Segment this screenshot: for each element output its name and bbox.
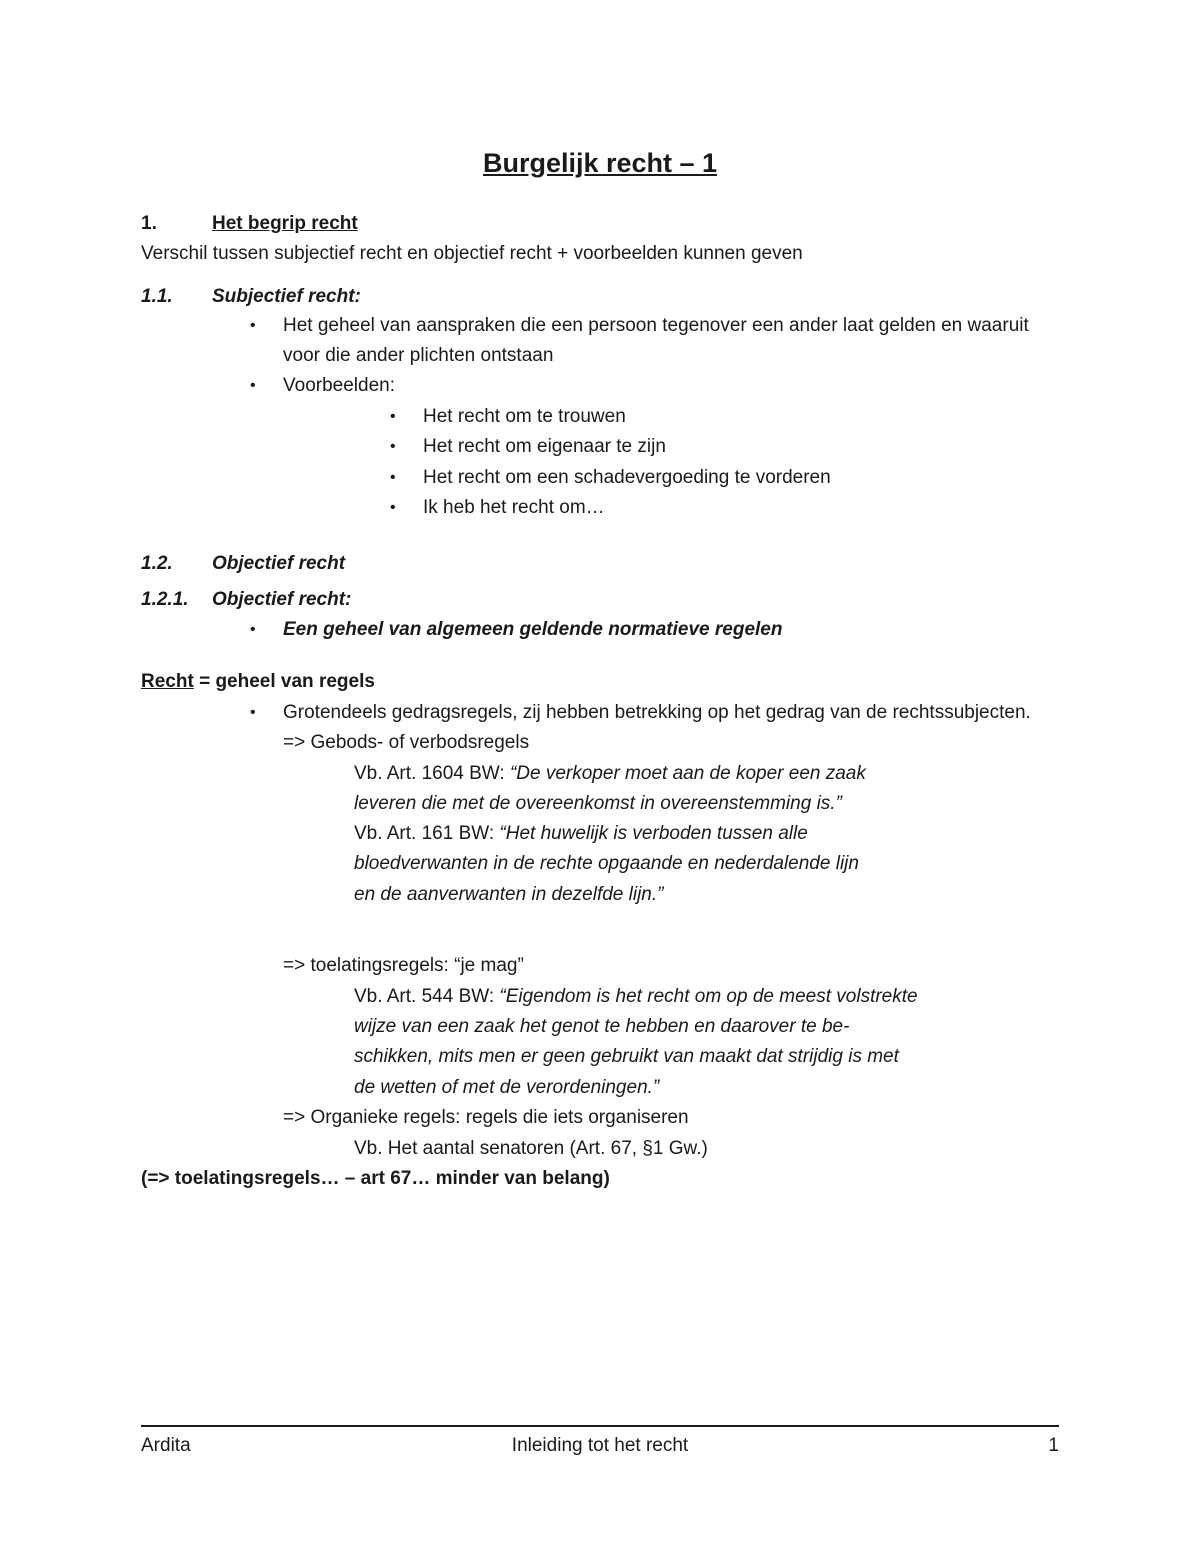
- footer-course: Inleiding tot het recht: [511, 1435, 689, 1456]
- organieke-regels: => Organieke regels: regels die iets organiseren: [283, 1107, 689, 1128]
- section-1-2-1-heading: Objectief recht:: [212, 589, 352, 610]
- section-1-number: 1.: [141, 213, 157, 234]
- art-161-prefix: Vb. Art. 161 BW:: [354, 823, 500, 844]
- example-item: Ik heb het recht om…: [423, 497, 605, 518]
- toelatingsregels: => toelatingsregels: “je mag”: [283, 955, 524, 976]
- art-544-line-3: schikken, mits men er geen gebruikt van maakt dat strijdig is met: [354, 1046, 899, 1067]
- footer-page-number: 1: [1048, 1435, 1059, 1456]
- recht-definition: = geheel van regels: [193, 671, 375, 692]
- bullet-icon: •: [390, 438, 396, 455]
- art-1604-prefix: Vb. Art. 1604 BW:: [354, 763, 510, 784]
- bullet-icon: •: [250, 317, 256, 334]
- bullet-icon: •: [250, 704, 256, 721]
- section-1-2-number: 1.2.: [141, 553, 173, 574]
- objectief-definition: Een geheel van algemeen geldende normatieve regelen: [283, 619, 783, 640]
- subjectief-definition-line-2: voor die ander plichten ontstaan: [283, 345, 554, 366]
- footer-rule: [141, 1425, 1059, 1427]
- bullet-icon: •: [250, 621, 256, 638]
- section-1-1-number: 1.1.: [141, 286, 173, 307]
- footer-author: Ardita: [141, 1435, 191, 1456]
- art-544-line-4: de wetten of met de verordeningen.”: [354, 1077, 660, 1098]
- bullet-icon: •: [390, 408, 396, 425]
- section-1-2-heading: Objectief recht: [212, 553, 346, 574]
- closing-note: (=> toelatingsregels… – art 67… minder van belang): [141, 1168, 610, 1189]
- art-544-line-1: [354, 985, 918, 1009]
- art-544-quote: “Eigendom is het recht om op de meest volstrekte: [499, 986, 918, 1007]
- art-1604-line-1: [354, 762, 866, 786]
- art-161-quote: “Het huwelijk is verboden tussen alle: [499, 823, 808, 844]
- art-1604-line-2: leveren die met de overeenkomst in overeenstemming is.”: [354, 793, 842, 814]
- section-1-intro: Verschil tussen subjectief recht en objectief recht + voorbeelden kunnen geven: [141, 243, 803, 264]
- subjectief-definition-line-1: Het geheel van aanspraken die een persoon tegenover een ander laat gelden en waaruit: [283, 315, 1029, 336]
- section-1-2-1-number: 1.2.1.: [141, 589, 189, 610]
- art-161-line-3: en de aanverwanten in dezelfde lijn.”: [354, 884, 664, 905]
- example-item: Het recht om te trouwen: [423, 406, 626, 427]
- gebods-verbodsregels: => Gebods- of verbodsregels: [283, 732, 530, 753]
- recht-term: Recht: [141, 671, 194, 692]
- art-544-line-2: wijze van een zaak het genot te hebben en daarover te be-: [354, 1016, 850, 1037]
- bullet-icon: •: [250, 377, 256, 394]
- art-544-prefix: Vb. Art. 544 BW:: [354, 986, 500, 1007]
- example-item: Het recht om een schadevergoeding te vorderen: [423, 467, 831, 488]
- bullet-icon: •: [390, 499, 396, 516]
- bullet-icon: •: [390, 469, 396, 486]
- art-161-line-1: [354, 822, 808, 846]
- section-1-heading: Het begrip recht: [212, 213, 358, 234]
- gedragsregels-text: Grotendeels gedragsregels, zij hebben betrekking op het gedrag van de rechtssubjecten.: [283, 702, 1031, 723]
- art-1604-quote: “De verkoper moet aan de koper een zaak: [509, 763, 866, 784]
- art-161-line-2: bloedverwanten in de rechte opgaande en nederdalende lijn: [354, 853, 859, 874]
- senatoren-example: Vb. Het aantal senatoren (Art. 67, §1 Gw.): [354, 1138, 708, 1159]
- voorbeelden-label: Voorbeelden:: [283, 375, 395, 396]
- document-title: Burgelijk recht – 1: [482, 148, 718, 178]
- recht-definition-line: [141, 670, 375, 694]
- section-1-1-heading: Subjectief recht:: [212, 286, 361, 307]
- example-item: Het recht om eigenaar te zijn: [423, 436, 666, 457]
